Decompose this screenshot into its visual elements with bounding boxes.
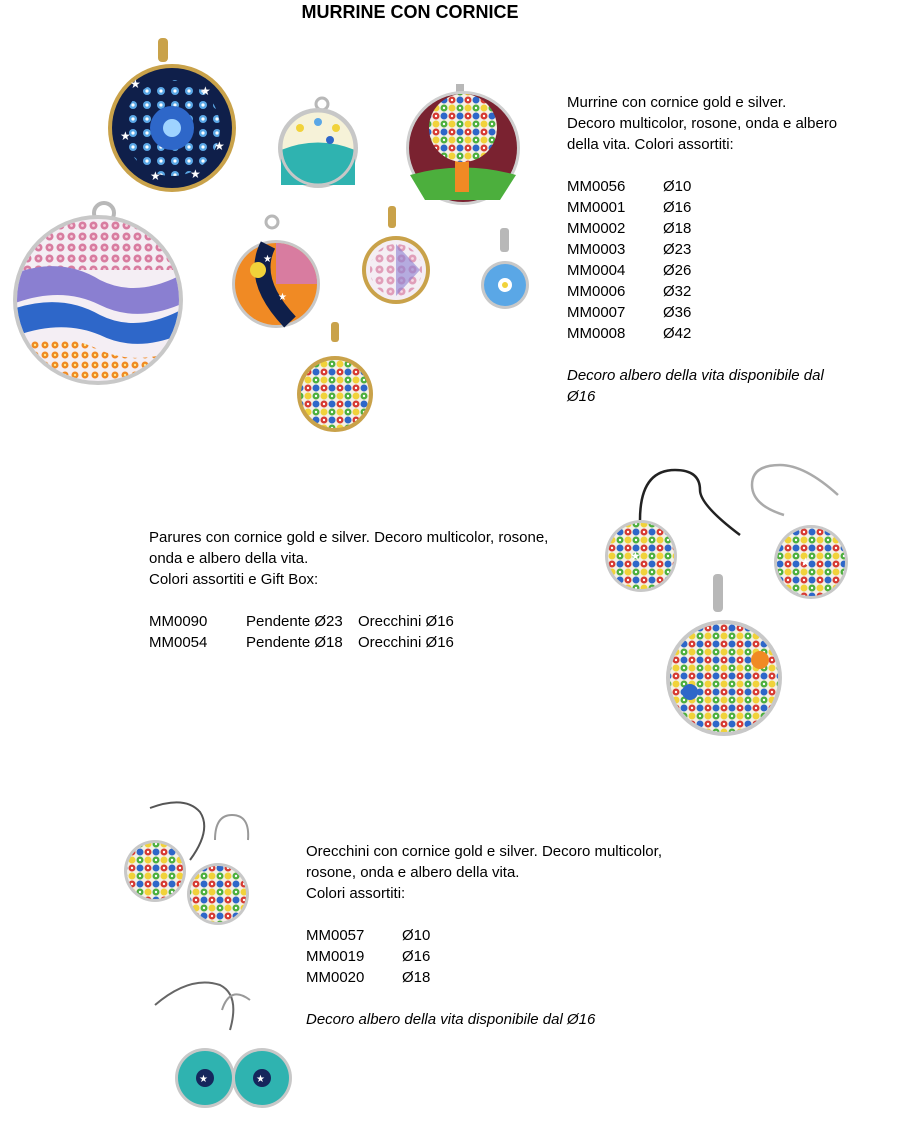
pendant-size: Pendente Ø18 (246, 634, 343, 651)
section2-desc-line: Parures con cornice gold e silver. Decoro multicolor, rosone, (149, 529, 549, 546)
list-item (567, 239, 897, 260)
product-code: MM0057 (306, 927, 365, 944)
svg-text:★: ★ (120, 129, 131, 143)
product-size: Ø10 (663, 178, 692, 195)
earrings-photo-group (115, 795, 305, 1125)
product-size: Ø18 (663, 220, 692, 237)
list-item (567, 323, 897, 344)
product-code: MM0008 (567, 325, 626, 342)
product-code: MM0090 (149, 613, 208, 630)
product-size: Ø10 (402, 927, 431, 944)
list-item (567, 197, 897, 218)
svg-text:★: ★ (278, 292, 287, 303)
parure-earring-right (752, 465, 848, 599)
pendant-small-pastel (362, 206, 430, 304)
svg-text:★: ★ (199, 1074, 208, 1085)
product-code: MM0054 (149, 634, 208, 651)
svg-text:★: ★ (800, 555, 811, 569)
earrings-teal (155, 983, 292, 1109)
section3-desc-line: Colori assortiti: (306, 885, 406, 902)
svg-text:★: ★ (190, 167, 201, 181)
svg-text:★: ★ (263, 254, 272, 265)
pendant-tiny-blue (481, 228, 529, 309)
pendant-large-wave (10, 203, 190, 390)
parure-photo (595, 455, 855, 755)
list-item (306, 946, 726, 967)
section3-desc-line: rosone, onda e albero della vita. (306, 864, 520, 881)
list-item (567, 260, 897, 281)
section1-desc-line: Decoro multicolor, rosone, onda e albero (567, 115, 838, 132)
svg-text:★: ★ (256, 1074, 265, 1085)
svg-text:★: ★ (214, 139, 225, 153)
product-code: MM0019 (306, 948, 365, 965)
svg-text:★: ★ (150, 169, 161, 183)
list-item (306, 925, 726, 946)
product-size: Ø42 (663, 325, 692, 342)
pendant-orange-rosone (232, 216, 320, 328)
list-item (567, 302, 897, 323)
earring-size: Orecchini Ø16 (358, 613, 454, 630)
product-code: MM0056 (567, 178, 626, 195)
product-code: MM0004 (567, 262, 626, 279)
parure-pendant (666, 574, 782, 736)
section1-desc-line: della vita. Colori assortiti: (567, 136, 734, 153)
section2-text (149, 527, 599, 653)
pendant-size: Pendente Ø23 (246, 613, 343, 630)
section2-desc-line: onda e albero della vita. (149, 550, 309, 567)
product-code: MM0001 (567, 199, 626, 216)
list-item (567, 218, 897, 239)
page-title: MURRINE CON CORNICE (301, 2, 519, 22)
earrings-multicolor (124, 802, 249, 925)
product-code: MM0020 (306, 969, 365, 986)
svg-text:★: ★ (200, 84, 211, 98)
list-item (567, 281, 897, 302)
section3-text (306, 841, 726, 1030)
list-item (149, 632, 599, 653)
product-size: Ø32 (663, 283, 692, 300)
product-size: Ø18 (402, 969, 431, 986)
pendant-small-wave (278, 98, 358, 188)
svg-text:★: ★ (130, 77, 141, 91)
section1-note: Decoro albero della vita disponibile dal (567, 367, 824, 384)
section1-text (567, 92, 897, 407)
section3-note: Decoro albero della vita disponibile dal Ø16 (306, 1011, 596, 1028)
pendant-blue-rosone (108, 38, 236, 192)
product-size: Ø23 (663, 241, 692, 258)
pendant-multicolor (297, 322, 373, 432)
product-size: Ø16 (402, 948, 431, 965)
section3-desc-line: Orecchini con cornice gold e silver. Decoro multicolor, (306, 843, 662, 860)
earring-size: Orecchini Ø16 (358, 634, 454, 651)
product-code: MM0007 (567, 304, 626, 321)
section1-code-list (567, 176, 897, 344)
pendant-tree-of-life (406, 84, 520, 205)
product-code: MM0002 (567, 220, 626, 237)
svg-text:★: ★ (630, 549, 641, 563)
section1-note: Ø16 (567, 388, 596, 405)
product-size: Ø16 (663, 199, 692, 216)
product-size: Ø36 (663, 304, 692, 321)
section1-desc-line: Murrine con cornice gold e silver. (567, 94, 787, 111)
list-item (306, 967, 726, 988)
product-code: MM0003 (567, 241, 626, 258)
pendants-photo-group (0, 30, 560, 450)
list-item (149, 611, 599, 632)
product-code: MM0006 (567, 283, 626, 300)
parure-earring-left (605, 470, 740, 592)
list-item (567, 176, 897, 197)
section2-desc-line: Colori assortiti e Gift Box: (149, 571, 319, 588)
product-size: Ø26 (663, 262, 692, 279)
